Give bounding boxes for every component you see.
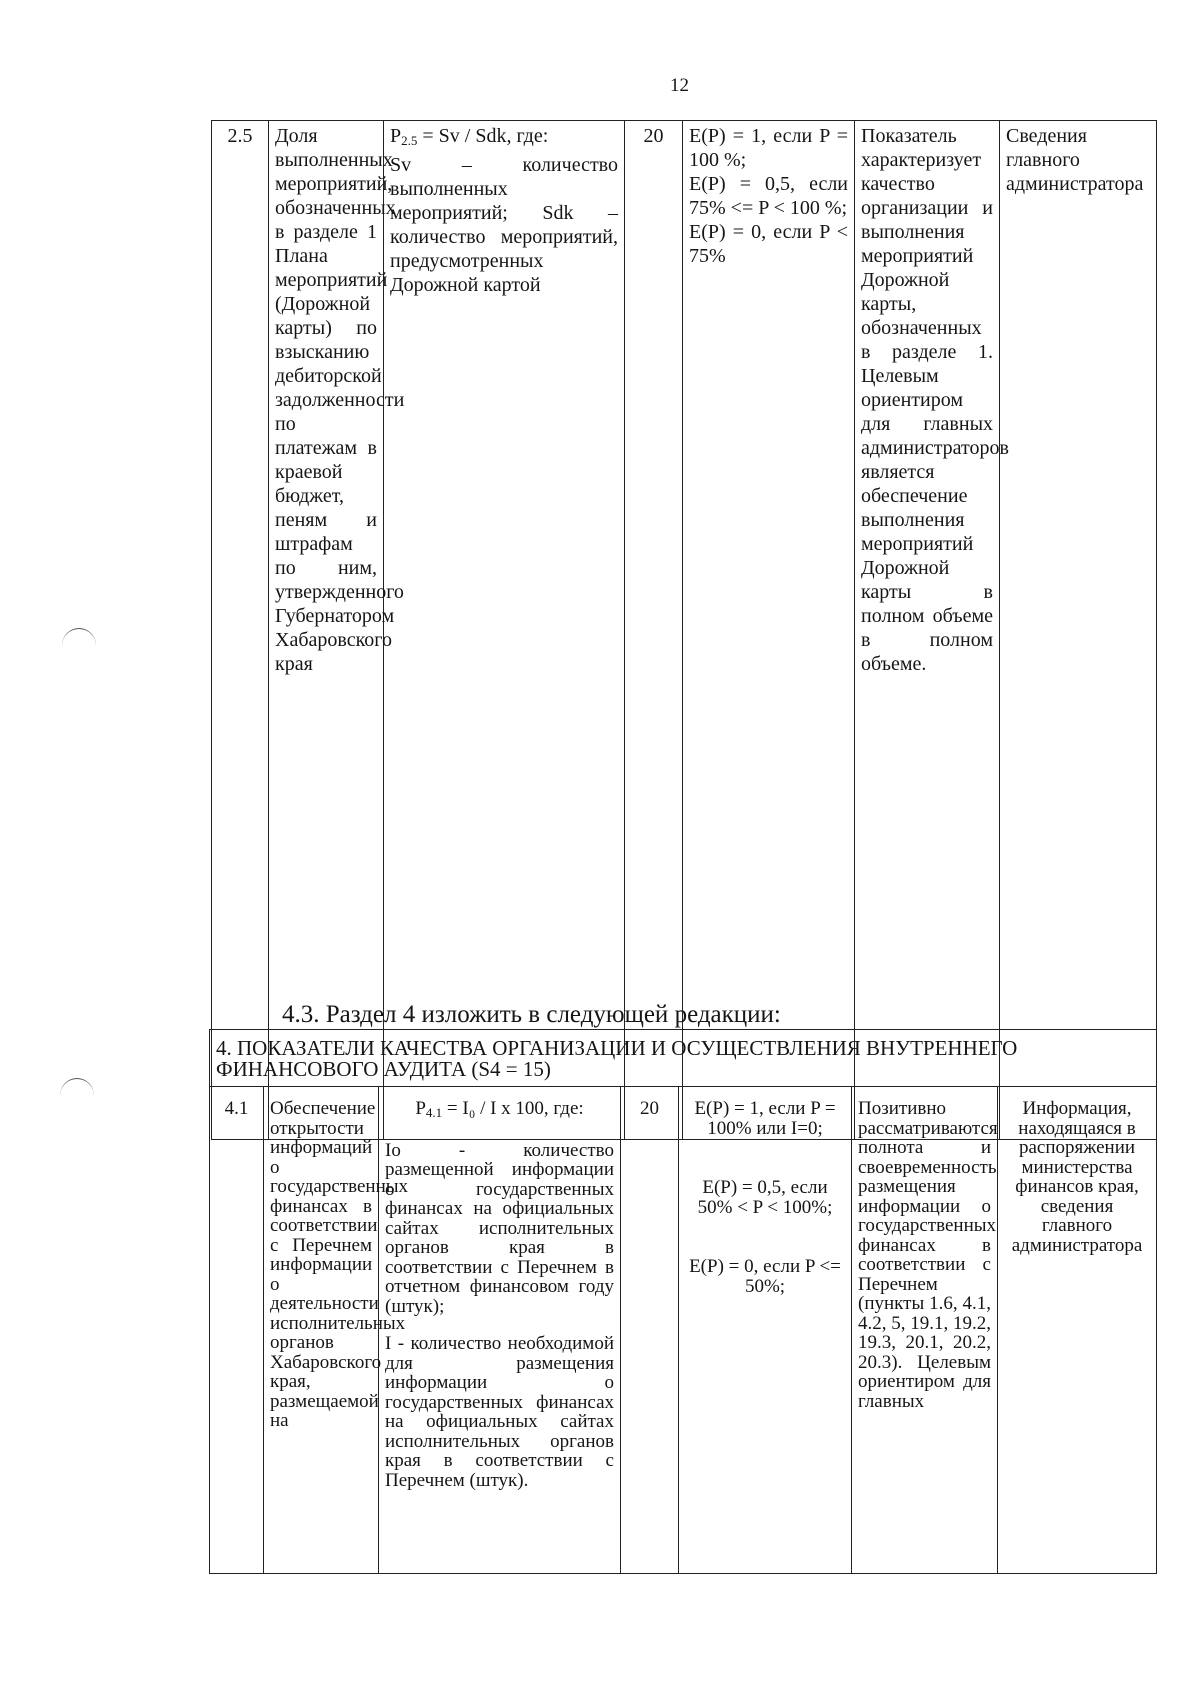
data-source: Информация, находящаяся в распоряжении министерства финансов края, сведения главного администратора bbox=[998, 1087, 1157, 1574]
page-number: 12 bbox=[670, 75, 689, 96]
section-title: 4. ПОКАЗАТЕЛИ КАЧЕСТВА ОРГАНИЗАЦИИ И ОСУЩЕСТВЛЕНИЯ ВНУТРЕННЕГО ФИНАНСОВОГО АУДИТА (S4 = 15) bbox=[210, 1030, 1157, 1087]
indicator-formula: $P_{4.1} = I_0 / I$ x 100, где: Io - количество размещенной информации о государственных финансах на официальных сайтах исполнительных органов края в соответствии с Перечнем в отчетном финансовом году (штук); I - количество необходимой для размещения информации о государственных финансах на официальных сайтах исполнительных органов края в соответствии с Перечнем (штук). bbox=[379, 1087, 621, 1574]
indicators-table-continued bbox=[211, 120, 1157, 1140]
indicator-name: Обеспечение открытости информаций о государственных финансах в соответствии с Перечнем информации о деятельности исполнительных органов Хабаровского края, размещаемой на bbox=[264, 1087, 379, 1574]
indicator-comment: Показатель характеризует качество организации и выполнения мероприятий Дорожной карты, обозначенных в разделе 1. Целевым ориентиром для главных администраторов является обеспечение выполнения мероприятий Дорожной карты в полном объеме в полном объеме. bbox=[855, 121, 1000, 1140]
data-source: Сведения главного администратора bbox=[1000, 121, 1157, 1140]
indicator-formula: $P_{2.5} = Sv$ / Sdk, где: Sv – количество выполненных мероприятий; Sdk – количество мероприятий, предусмотренных Дорожной картой bbox=[384, 121, 625, 1140]
binding-hole-mark bbox=[60, 1078, 94, 1113]
section-title-row bbox=[210, 1030, 1157, 1087]
row-number: 4.1 bbox=[210, 1087, 264, 1574]
amendment-intro: 4.3. Раздел 4 изложить в следующей редакции: bbox=[282, 1001, 781, 1028]
table-row bbox=[212, 121, 1157, 1140]
indicator-name: Доля выполненных мероприятий, обозначенных в разделе 1 Плана мероприятий (Дорожной карты) по взысканию дебиторской задолженности по платежам в краевой бюджет, пеням и штрафам по ним, утвержденного Губернатором Хабаровского края bbox=[269, 121, 384, 1140]
indicator-comment: Позитивно рассматриваются полнота и своевременность размещения информации о государственных финансах в соответствии с Перечнем (пункты 1.6, 4.1, 4.2, 5, 19.1, 19.2, 19.3, 20.1, 20.2, 20.3). Целевым ориентиром для главных bbox=[852, 1087, 998, 1574]
binding-hole-mark bbox=[62, 628, 96, 663]
row-number: 2.5 bbox=[212, 121, 269, 1140]
indicator-weight: 20 bbox=[621, 1087, 679, 1574]
table-row bbox=[210, 1087, 1157, 1574]
grading-rules: E(P) = 1, если P = 100% или I=0; E(P) = 0,5, если 50% < P < 100%; E(P) = 0, если P <= 50%; bbox=[679, 1087, 852, 1574]
indicator-weight: 20 bbox=[625, 121, 683, 1140]
grading-rules: E(P) = 1, если P = 100 %; E(P) = 0,5, если 75% <= P < 100 %; E(P) = 0, если P < 75% bbox=[683, 121, 855, 1140]
section4-table bbox=[209, 1029, 1157, 1574]
